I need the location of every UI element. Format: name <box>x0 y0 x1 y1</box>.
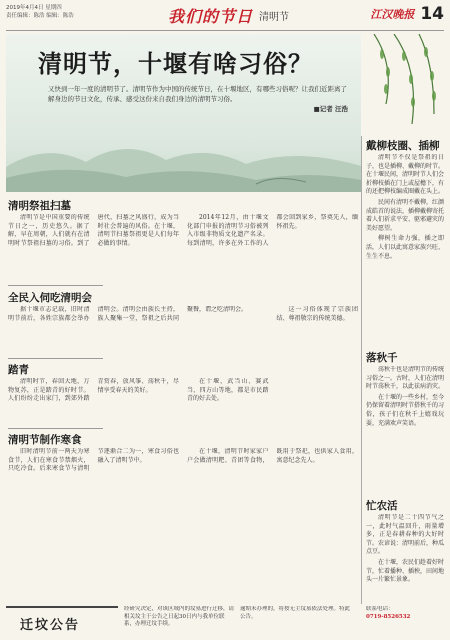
issue-info <box>6 4 98 20</box>
intro-text: 又快到一年一度的清明节了。清明节作为中国的传统节日，在十堰地区，有哪些习俗呢？让我们近距离了解身边的节日文化，传承、感受这份来自我们身边的清明节习俗。 <box>48 85 347 103</box>
page-masthead <box>370 4 444 24</box>
section-heading-swing: 落秋千 <box>366 352 398 364</box>
paragraph: 在十堰的一些乡村，至今仍保留着清明时节搭秋千的习俗，孩子们在秋千上嬉戏玩耍，充满欢声笑语。 <box>366 393 444 427</box>
paragraph: 在十堰，清明节时家家户户会做清明粑、青团等食物，既用于祭祀，也供家人食用，寓意纪念先人。 <box>187 448 358 464</box>
section-body-swing <box>366 366 444 494</box>
paragraph: 据十堰市志记载，旧时清明节前后，各姓宗族都会举办清明会。清明会由族长主持，族人聚集一堂，祭祖之后共同聚餐，谓之吃清明会。 <box>8 306 248 322</box>
section-body-willow <box>366 154 444 344</box>
paragraph: 在十堰，农民们趁着好时节，忙着播种、插秧，田间地头一片繁忙景象。 <box>366 558 444 584</box>
paragraph: 清明时节，春回大地，万物复苏，正是踏青的好时节。人们纷纷走出家门，到郊外踏青赏春，放风筝、荡秋千，尽情享受春天的美好。 <box>8 378 179 403</box>
ink-landscape-illustration <box>6 122 361 192</box>
reporter-byline: ■记者 汪浩 <box>313 105 348 113</box>
lead-block <box>6 34 361 192</box>
section-divider <box>8 358 103 359</box>
page-number: 14 <box>420 4 444 24</box>
paragraph: 柳树生命力强，插之即活，人们以此寓意家族兴旺、生生不息。 <box>366 235 444 260</box>
section-heading-tomb-sweeping: 清明祭祖扫墓 <box>8 200 71 212</box>
editor-credit: 责任编辑：陈浩 编辑：陈浩 <box>6 13 74 19</box>
banner-subtitle: 清明节 <box>259 11 290 23</box>
section-heading-willow: 戴柳枝圈、插柳 <box>366 140 440 152</box>
newspaper-brand: 江汉晚报 <box>370 8 415 21</box>
paragraph: 这一习俗体现了宗族团结、尊祖敬宗的传统美德。 <box>276 306 358 322</box>
column-divider <box>361 136 362 604</box>
notice-title: 迁坟公告 <box>20 618 81 633</box>
paragraph: 民间有清明不戴柳，红颜成皓首的说法，插柳戴柳寄托着人们祈求平安、驱邪避灾的美好愿望。 <box>366 198 444 232</box>
section-body-tomb-sweeping <box>8 214 358 282</box>
section-banner <box>168 4 289 26</box>
paragraph: 旧时清明节前一两天为寒食节，人们在寒食节禁烟火，只吃冷食。后来寒食节与清明节逐渐合二为一，寒食习俗也融入了清明节中。 <box>8 448 179 473</box>
paragraph: 清明节不仅是祭祖的日子，也是插柳、戴柳的时节。在十堰民间，清明时节人们会折柳枝插在门上或屋檐下，有的还把柳枝编成圈戴在头上。 <box>366 154 444 196</box>
section-divider <box>8 285 103 286</box>
paragraph: 荡秋千也是清明节的传统习俗之一。古时，人们在清明时节荡秋千，以此祛病消灾。 <box>366 366 444 391</box>
section-body-qingming-feast <box>8 306 358 356</box>
section-divider <box>8 428 103 429</box>
section-heading-spring-outing: 踏青 <box>8 364 29 376</box>
section-heading-qingming-feast: 全民入伺吃清明会 <box>8 292 92 304</box>
notice-contact <box>366 606 446 636</box>
section-body-cold-food <box>8 448 358 600</box>
notice-text-col-1: 经研究决定，对该区域内的坟墓进行迁移，请相关坟主于公告之日起30日内与我单位联系，办理迁坟手续。 <box>124 606 234 627</box>
main-headline: 清明节，十堰有啥习俗？ <box>38 50 313 78</box>
section-heading-cold-food: 清明节制作寒食 <box>8 434 82 446</box>
section-heading-farming: 忙农活 <box>366 500 398 512</box>
issue-date: 2019年4月4日 星期四 <box>6 5 62 11</box>
paragraph: 清明节是中国重要的传统节日之一，历史悠久。据了解，早在周朝，人们就有在清明时节祭祖扫墓的习俗。到了唐代，扫墓之风盛行，成为当时社会普遍的风俗。在十堰，清明节扫墓祭祖更是人们每年必做的事情。 <box>8 214 179 247</box>
section-body-spring-outing <box>8 378 358 426</box>
section-body-farming <box>366 514 444 602</box>
paragraph: 清明节是二十四节气之一，此时气温回升，雨量增多，正是春耕春种的大好时节。农谚说：清明前后，种瓜点豆。 <box>366 514 444 556</box>
paragraph: 2014年12月，由十堰文化部门申报的清明节习俗被列入市级非物质文化遗产名录。每到清明，许多在外工作的人都会回到家乡，祭奠先人，缅怀祖先。 <box>187 214 358 247</box>
lead-intro <box>48 84 348 114</box>
page-header <box>0 0 450 34</box>
header-divider <box>6 30 444 31</box>
paragraph: 在十堰，武当山、赛武当、四方山等地，都是市民踏青的好去处。 <box>187 378 269 403</box>
banner-title: 我们的节日 <box>168 6 254 26</box>
contact-label: 联系电话： <box>366 606 394 612</box>
notice-text-col-2: 逾期未办理的，将按无主坟墓依法处理。特此公告。 <box>240 606 351 620</box>
willow-watercolor-illustration <box>364 34 444 132</box>
contact-phone: 0719-8526532 <box>366 613 411 620</box>
